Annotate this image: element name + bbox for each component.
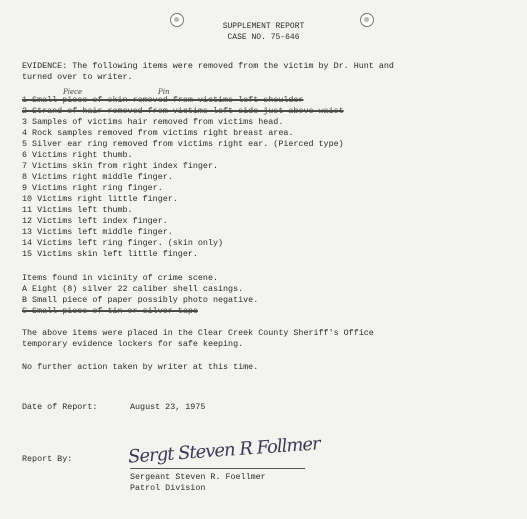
- placement-line-2: temporary evidence lockers for safe keeping.: [22, 339, 244, 349]
- found-items-heading: Items found in vicinity of crime scene.: [22, 273, 219, 283]
- evidence-item: 13 Victims left middle finger.: [22, 227, 173, 237]
- date-of-report-label: Date of Report:: [22, 402, 98, 412]
- evidence-item: 10 Victims right little finger.: [22, 194, 178, 204]
- evidence-item: 6 Victims right thumb.: [22, 150, 133, 160]
- officer-name: Sergeant Steven R. Foellmer: [130, 472, 266, 482]
- evidence-item: 3 Samples of victims hair removed from victims head.: [22, 117, 284, 127]
- no-further-action: No further action taken by writer at this time.: [22, 362, 259, 372]
- handwritten-note-pin: Pin: [158, 88, 170, 96]
- evidence-item: 2 Strand of hair removed from victims left side just above waist: [22, 106, 344, 116]
- evidence-item: 8 Victims right middle finger.: [22, 172, 173, 182]
- report-title: SUPPLEMENT REPORT: [222, 22, 305, 31]
- signature-line: [130, 468, 305, 469]
- date-of-report-value: August 23, 1975: [130, 402, 206, 412]
- found-item: B Small piece of paper possibly photo negative.: [22, 295, 259, 305]
- evidence-item: 5 Silver ear ring removed from victims right ear. (Pierced type): [22, 139, 344, 149]
- placement-line-1: The above items were placed in the Clear Creek County Sheriff's Office: [22, 328, 374, 338]
- evidence-item: 11 Victims left thumb.: [22, 205, 133, 215]
- evidence-item: 4 Rock samples removed from victims right breast area.: [22, 128, 294, 138]
- found-item: C Small piece of tin or silver tape: [22, 306, 198, 316]
- handwritten-note-piece: Piece: [63, 88, 83, 96]
- evidence-intro-line-1: EVIDENCE: The following items were removed from the victim by Dr. Hunt and: [22, 61, 394, 71]
- evidence-item: 1 Small piece of skin removed from victims left shoulder: [22, 95, 304, 105]
- case-number: CASE NO. 75-646: [227, 33, 300, 42]
- officer-division: Patrol Division: [130, 483, 206, 493]
- evidence-item: 7 Victims skin from right index finger.: [22, 161, 219, 171]
- evidence-item: 9 Victims right ring finger.: [22, 183, 163, 193]
- evidence-intro-line-2: turned over to writer.: [22, 72, 133, 82]
- found-item: A Eight (8) silver 22 caliber shell casings.: [22, 284, 244, 294]
- evidence-item: 14 Victims left ring finger. (skin only): [22, 238, 224, 248]
- evidence-item: 12 Victims left index finger.: [22, 216, 168, 226]
- report-by-label: Report By:: [22, 454, 73, 464]
- evidence-item: 15 Victims skin left little finger.: [22, 249, 198, 259]
- signature: Sergt Steven R Follmer: [127, 433, 321, 468]
